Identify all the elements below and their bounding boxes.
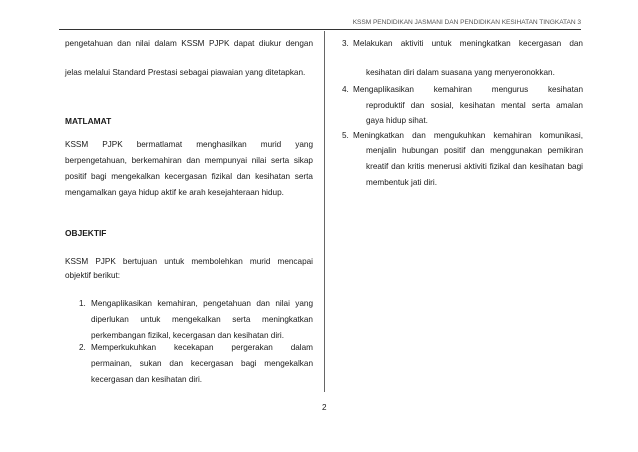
running-header: KSSM PENDIDIKAN JASMANI DAN PENDIDIKAN KESIHATAN TINGKATAN 3 [352, 19, 581, 26]
list-item-line: kreatif dan kritis menerusi aktiviti fizikal dan kesihatan bagi [366, 162, 583, 171]
list-item-number: 4. [342, 85, 349, 94]
list-item-line: reproduktif dan sosial, kesihatan mental serta amalan [366, 101, 583, 110]
list-item-line: Meningkatkan dan mengukuhkan kemahiran komunikasi, [353, 131, 583, 140]
list-item-line: kesihatan diri dalam suasana yang menyeronokkan. [366, 68, 555, 77]
matlamat-line-4: mengamalkan gaya hidup aktif ke arah kesejahteraan hidup. [65, 188, 284, 197]
objektif-line-1: KSSM PJPK bertujuan untuk membolehkan murid mencapai [65, 257, 313, 266]
list-item-line: permainan, sukan dan kecergasan bagi mengekalkan [91, 359, 313, 368]
objektif-heading: OBJEKTIF [65, 228, 107, 238]
list-item-line: menjalin hubungan positif dan menggunakan pemikiran [366, 146, 583, 155]
matlamat-heading: MATLAMAT [65, 116, 112, 126]
matlamat-line-3: positif bagi mengekalkan kecergasan fizikal dan kesihatan serta [65, 172, 313, 181]
list-item-line: Memperkukuhkan kecekapan pergerakan dalam [91, 343, 313, 352]
list-item-line: Melakukan aktiviti untuk meningkatkan kecergasan dan [353, 39, 583, 48]
list-item-number: 1. [79, 299, 86, 308]
intro-line-2: jelas melalui Standard Prestasi sebagai piawaian yang ditetapkan. [65, 68, 306, 77]
column-divider [324, 31, 325, 392]
list-item-line: kecergasan dan kesihatan diri. [91, 375, 203, 384]
list-item-line: membentuk jati diri. [366, 178, 437, 187]
objektif-line-2: objektif berikut: [65, 271, 121, 280]
intro-line-1: pengetahuan dan nilai dalam KSSM PJPK dapat diukur dengan [65, 39, 313, 48]
list-item-number: 5. [342, 131, 349, 140]
matlamat-line-2: berpengetahuan, berkemahiran dan mempunyai nilai serta sikap [65, 156, 313, 165]
list-item-line: Mengaplikasikan kemahiran, pengetahuan dan nilai yang [91, 299, 313, 308]
list-item-line: perkembangan fizikal, kecergasan dan kesihatan diri. [91, 331, 284, 340]
list-item-line: Mengaplikasikan kemahiran mengurus kesihatan [353, 85, 583, 94]
header-rule [59, 29, 581, 30]
matlamat-line-1: KSSM PJPK bermatlamat menghasilkan murid yang [65, 140, 313, 149]
list-item-number: 3. [342, 39, 349, 48]
page-number: 2 [322, 403, 327, 412]
list-item-line: diperlukan untuk mengekalkan serta meningkatkan [91, 315, 313, 324]
list-item-line: gaya hidup sihat. [366, 116, 428, 125]
list-item-number: 2. [79, 343, 86, 352]
